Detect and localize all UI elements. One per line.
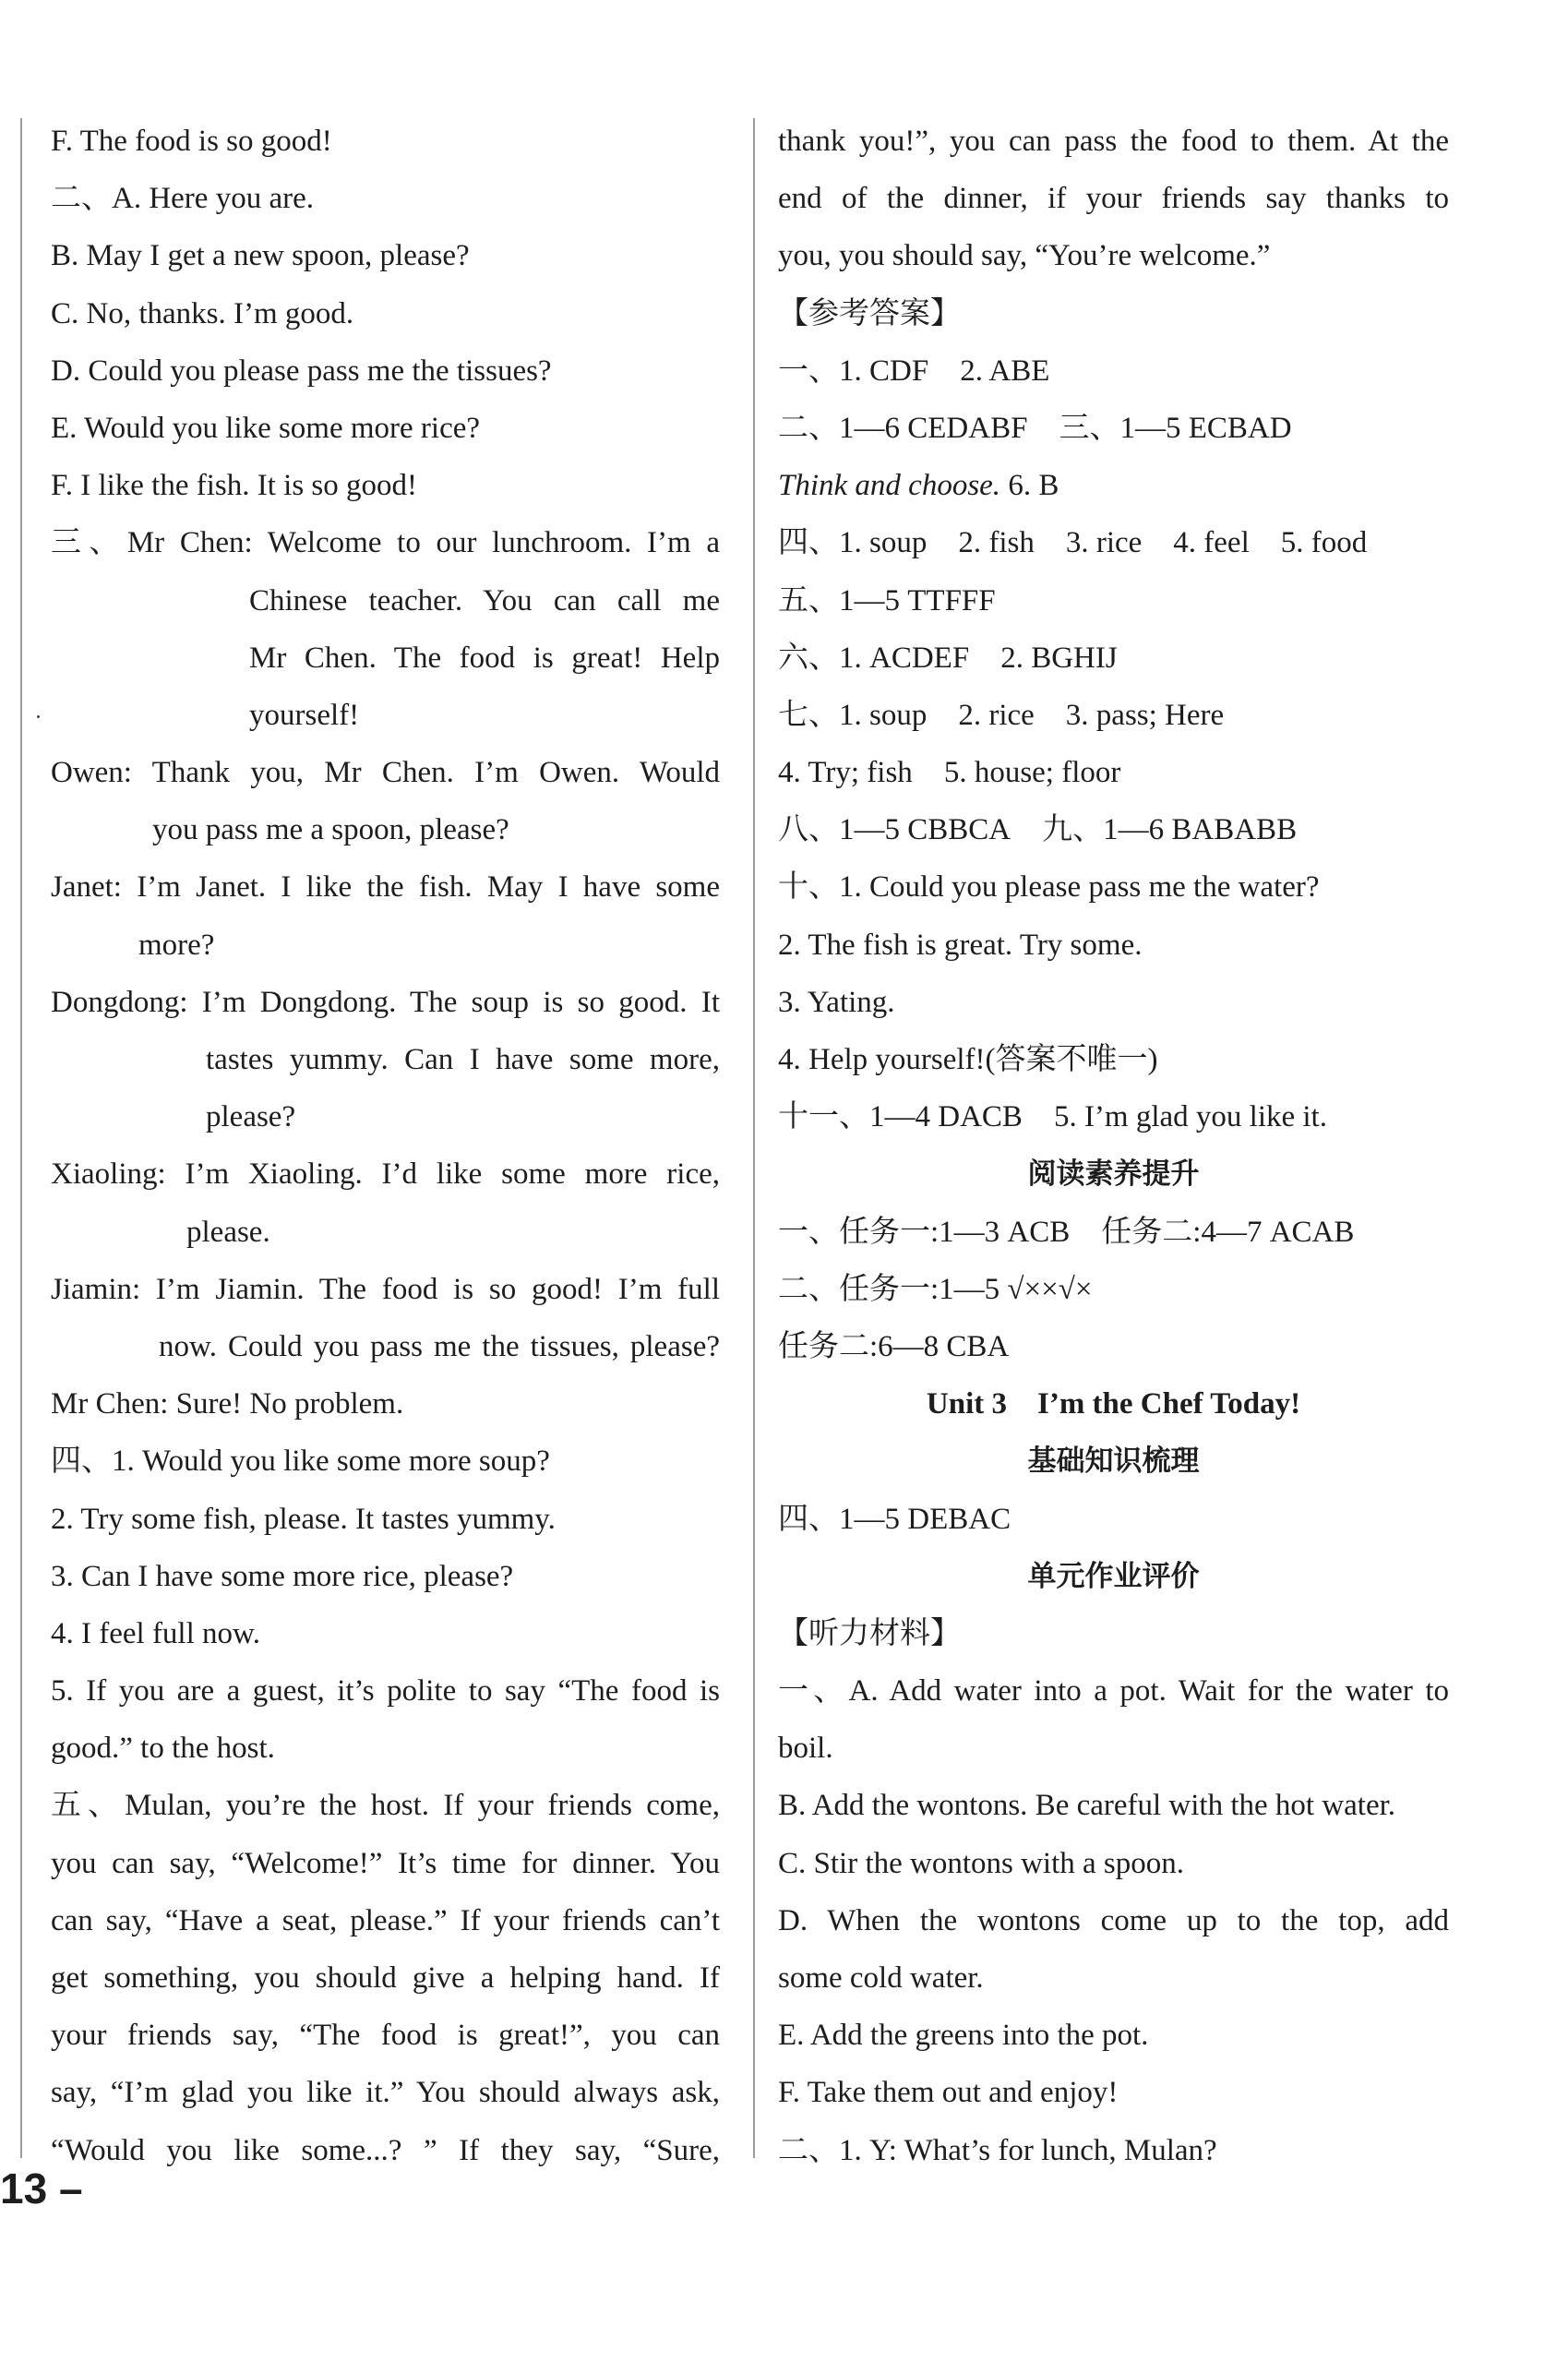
- answer: 一、任务一:1—3 ACB: [778, 1215, 1071, 1249]
- text-line: can say, “Have a seat, please.” If your friends can’t: [51, 1903, 720, 1937]
- text-line: Chinese teacher. You can call me: [249, 583, 720, 617]
- answer: 5. I’m glad you like it.: [1053, 1100, 1327, 1134]
- answer-line: [778, 801, 1449, 858]
- text-line: please?: [206, 1100, 296, 1134]
- text-line: E. Would you like some more rice?: [51, 411, 481, 445]
- text-line: you pass me a spoon, please?: [152, 813, 509, 847]
- answer: 2. rice: [958, 698, 1035, 732]
- answer-line: [778, 342, 1449, 400]
- text-line: 任务二:6—8 CBA: [778, 1329, 1010, 1363]
- text-line: 四、1. Would you like some more soup?: [51, 1445, 550, 1479]
- answer-line: [778, 1204, 1449, 1261]
- listening-material-heading: 【听力材料】: [778, 1616, 961, 1650]
- answer: 七、1. soup: [778, 698, 928, 732]
- left-margin-rule: [20, 118, 22, 2158]
- text-line: please.: [186, 1215, 270, 1249]
- answer: 5. house; floor: [943, 756, 1121, 790]
- answer: 三、1—5 ECBAD: [1059, 411, 1292, 445]
- text-line: 4. I feel full now.: [51, 1616, 260, 1650]
- text-line: your friends say, “The food is great!”, you can: [51, 2019, 720, 2053]
- text-line: Janet: I’m Janet. I like the fish. May I have some: [51, 870, 720, 905]
- answer-line: [778, 400, 1449, 457]
- right-column: [778, 113, 1449, 2179]
- answer: 2. BGHIJ: [1000, 641, 1118, 675]
- answer: 六、1. ACDEF: [778, 641, 970, 675]
- text-line: Mr Chen: Sure! No problem.: [51, 1387, 404, 1421]
- answer-line: [778, 744, 1449, 801]
- text-line: 四、1—5 DEBAC: [778, 1502, 1011, 1536]
- text-line: C. No, thanks. I’m good.: [51, 296, 354, 330]
- text-line: some cold water.: [778, 1961, 984, 1995]
- answer-line: [778, 514, 1449, 571]
- answer-line: [778, 1088, 1449, 1145]
- text-line: now. Could you pass me the tissues, please?: [159, 1329, 720, 1363]
- left-column: [51, 113, 720, 2179]
- answer: 二、1—6 CEDABF: [778, 411, 1028, 445]
- answer-key-heading: 【参考答案】: [778, 296, 961, 330]
- text-line: B. May I get a new spoon, please?: [51, 239, 470, 273]
- text-line: 五、Mulan, you’re the host. If your friends come,: [51, 1789, 720, 1823]
- text-line: get something, you should give a helping hand. If: [51, 1961, 720, 1995]
- section-heading: 单元作业评价: [1027, 1559, 1200, 1593]
- text-line: 2. Try some fish, please. It tastes yummy.: [51, 1502, 556, 1536]
- answer: 一、1. CDF: [778, 354, 929, 388]
- text-line: Owen: Thank you, Mr Chen. I’m Owen. Would: [51, 756, 720, 790]
- text-line: 十、1. Could you please pass me the water?: [778, 870, 1320, 905]
- answer: 4. feel: [1173, 526, 1250, 560]
- answer: 四、1. soup: [778, 526, 928, 560]
- text-line: E. Add the greens into the pot.: [778, 2019, 1149, 2053]
- answer: 十一、1—4 DACB: [778, 1100, 1023, 1134]
- text-line: tastes yummy. Can I have some more,: [206, 1043, 720, 1076]
- text-line: end of the dinner, if your friends say thanks to: [778, 182, 1449, 216]
- section-heading: 阅读素养提升: [1027, 1157, 1200, 1192]
- text-line: F. I like the fish. It is so good!: [51, 469, 417, 503]
- text-line: 二、任务一:1—5 √××√×: [778, 1272, 1093, 1306]
- answer: 八、1—5 CBBCA: [778, 813, 1011, 847]
- answer-line: [778, 687, 1449, 744]
- text-line: 3. Yating.: [778, 985, 895, 1019]
- text-line: boil.: [778, 1732, 833, 1766]
- answer: 2. fish: [958, 526, 1035, 560]
- text-line: Jiamin: I’m Jiamin. The food is so good! I’m full: [51, 1272, 720, 1306]
- answer: 6. B: [1008, 469, 1059, 503]
- text-line: Dongdong: I’m Dongdong. The soup is so good. It: [51, 985, 720, 1019]
- section-heading: 基础知识梳理: [1027, 1445, 1200, 1479]
- text-line: B. Add the wontons. Be careful with the hot water.: [778, 1789, 1396, 1823]
- page-number: 13 –: [0, 2164, 83, 2212]
- text-line: 2. The fish is great. Try some.: [778, 928, 1143, 962]
- text-line: “Would you like some...? ” If they say, “Sure,: [51, 2133, 720, 2167]
- text-line: D. When the wontons come up to the top, add: [778, 1903, 1449, 1937]
- text-line: C. Stir the wontons with a spoon.: [778, 1846, 1185, 1880]
- text-line: say, “I’m glad you like it.” You should always ask,: [51, 2076, 720, 2110]
- answer: 九、1—6 BABABB: [1042, 813, 1298, 847]
- text-line: 5. If you are a guest, it’s polite to say “The food is: [51, 1674, 720, 1709]
- answer: 任务二:4—7 ACAB: [1101, 1215, 1355, 1249]
- text-line: 4. Help yourself!(答案不唯一): [778, 1043, 1158, 1076]
- text-line: 五、1—5 TTFFF: [778, 583, 996, 617]
- think-and-choose-label: Think and choose.: [778, 469, 1001, 503]
- unit-title: Unit 3 I’m the Chef Today!: [926, 1387, 1301, 1421]
- text-line: Xiaoling: I’m Xiaoling. I’d like some more rice,: [51, 1157, 720, 1192]
- column-divider: [753, 118, 755, 2158]
- text-line: good.” to the host.: [51, 1732, 275, 1766]
- text-line: 三、Mr Chen: Welcome to our lunchroom. I’m a: [51, 526, 720, 560]
- text-line: more?: [138, 928, 215, 962]
- text-line: thank you!”, you can pass the food to them. At the: [778, 125, 1449, 158]
- text-line: 二、A. Here you are.: [51, 182, 314, 216]
- text-line: 3. Can I have some more rice, please?: [51, 1559, 514, 1593]
- answer: 3. rice: [1065, 526, 1143, 560]
- answer-line: [778, 457, 1449, 514]
- answer: 4. Try; fish: [778, 756, 913, 790]
- text-line: you can say, “Welcome!” It’s time for dinner. You: [51, 1846, 720, 1880]
- print-speck: [37, 715, 40, 718]
- text-line: yourself!: [249, 698, 360, 732]
- answer: 5. food: [1280, 526, 1368, 560]
- answer: 2. ABE: [960, 354, 1050, 388]
- text-line: D. Could you please pass me the tissues?: [51, 354, 552, 388]
- text-line: F. The food is so good!: [51, 125, 332, 158]
- text-line: Mr Chen. The food is great! Help: [249, 641, 720, 675]
- answer-line: [778, 629, 1449, 687]
- text-line: 二、1. Y: What’s for lunch, Mulan?: [778, 2133, 1217, 2167]
- text-line: you, you should say, “You’re welcome.”: [778, 239, 1271, 273]
- text-line: F. Take them out and enjoy!: [778, 2076, 1119, 2110]
- text-line: 一、A. Add water into a pot. Wait for the water to: [778, 1674, 1449, 1709]
- answer: 3. pass; Here: [1065, 698, 1225, 732]
